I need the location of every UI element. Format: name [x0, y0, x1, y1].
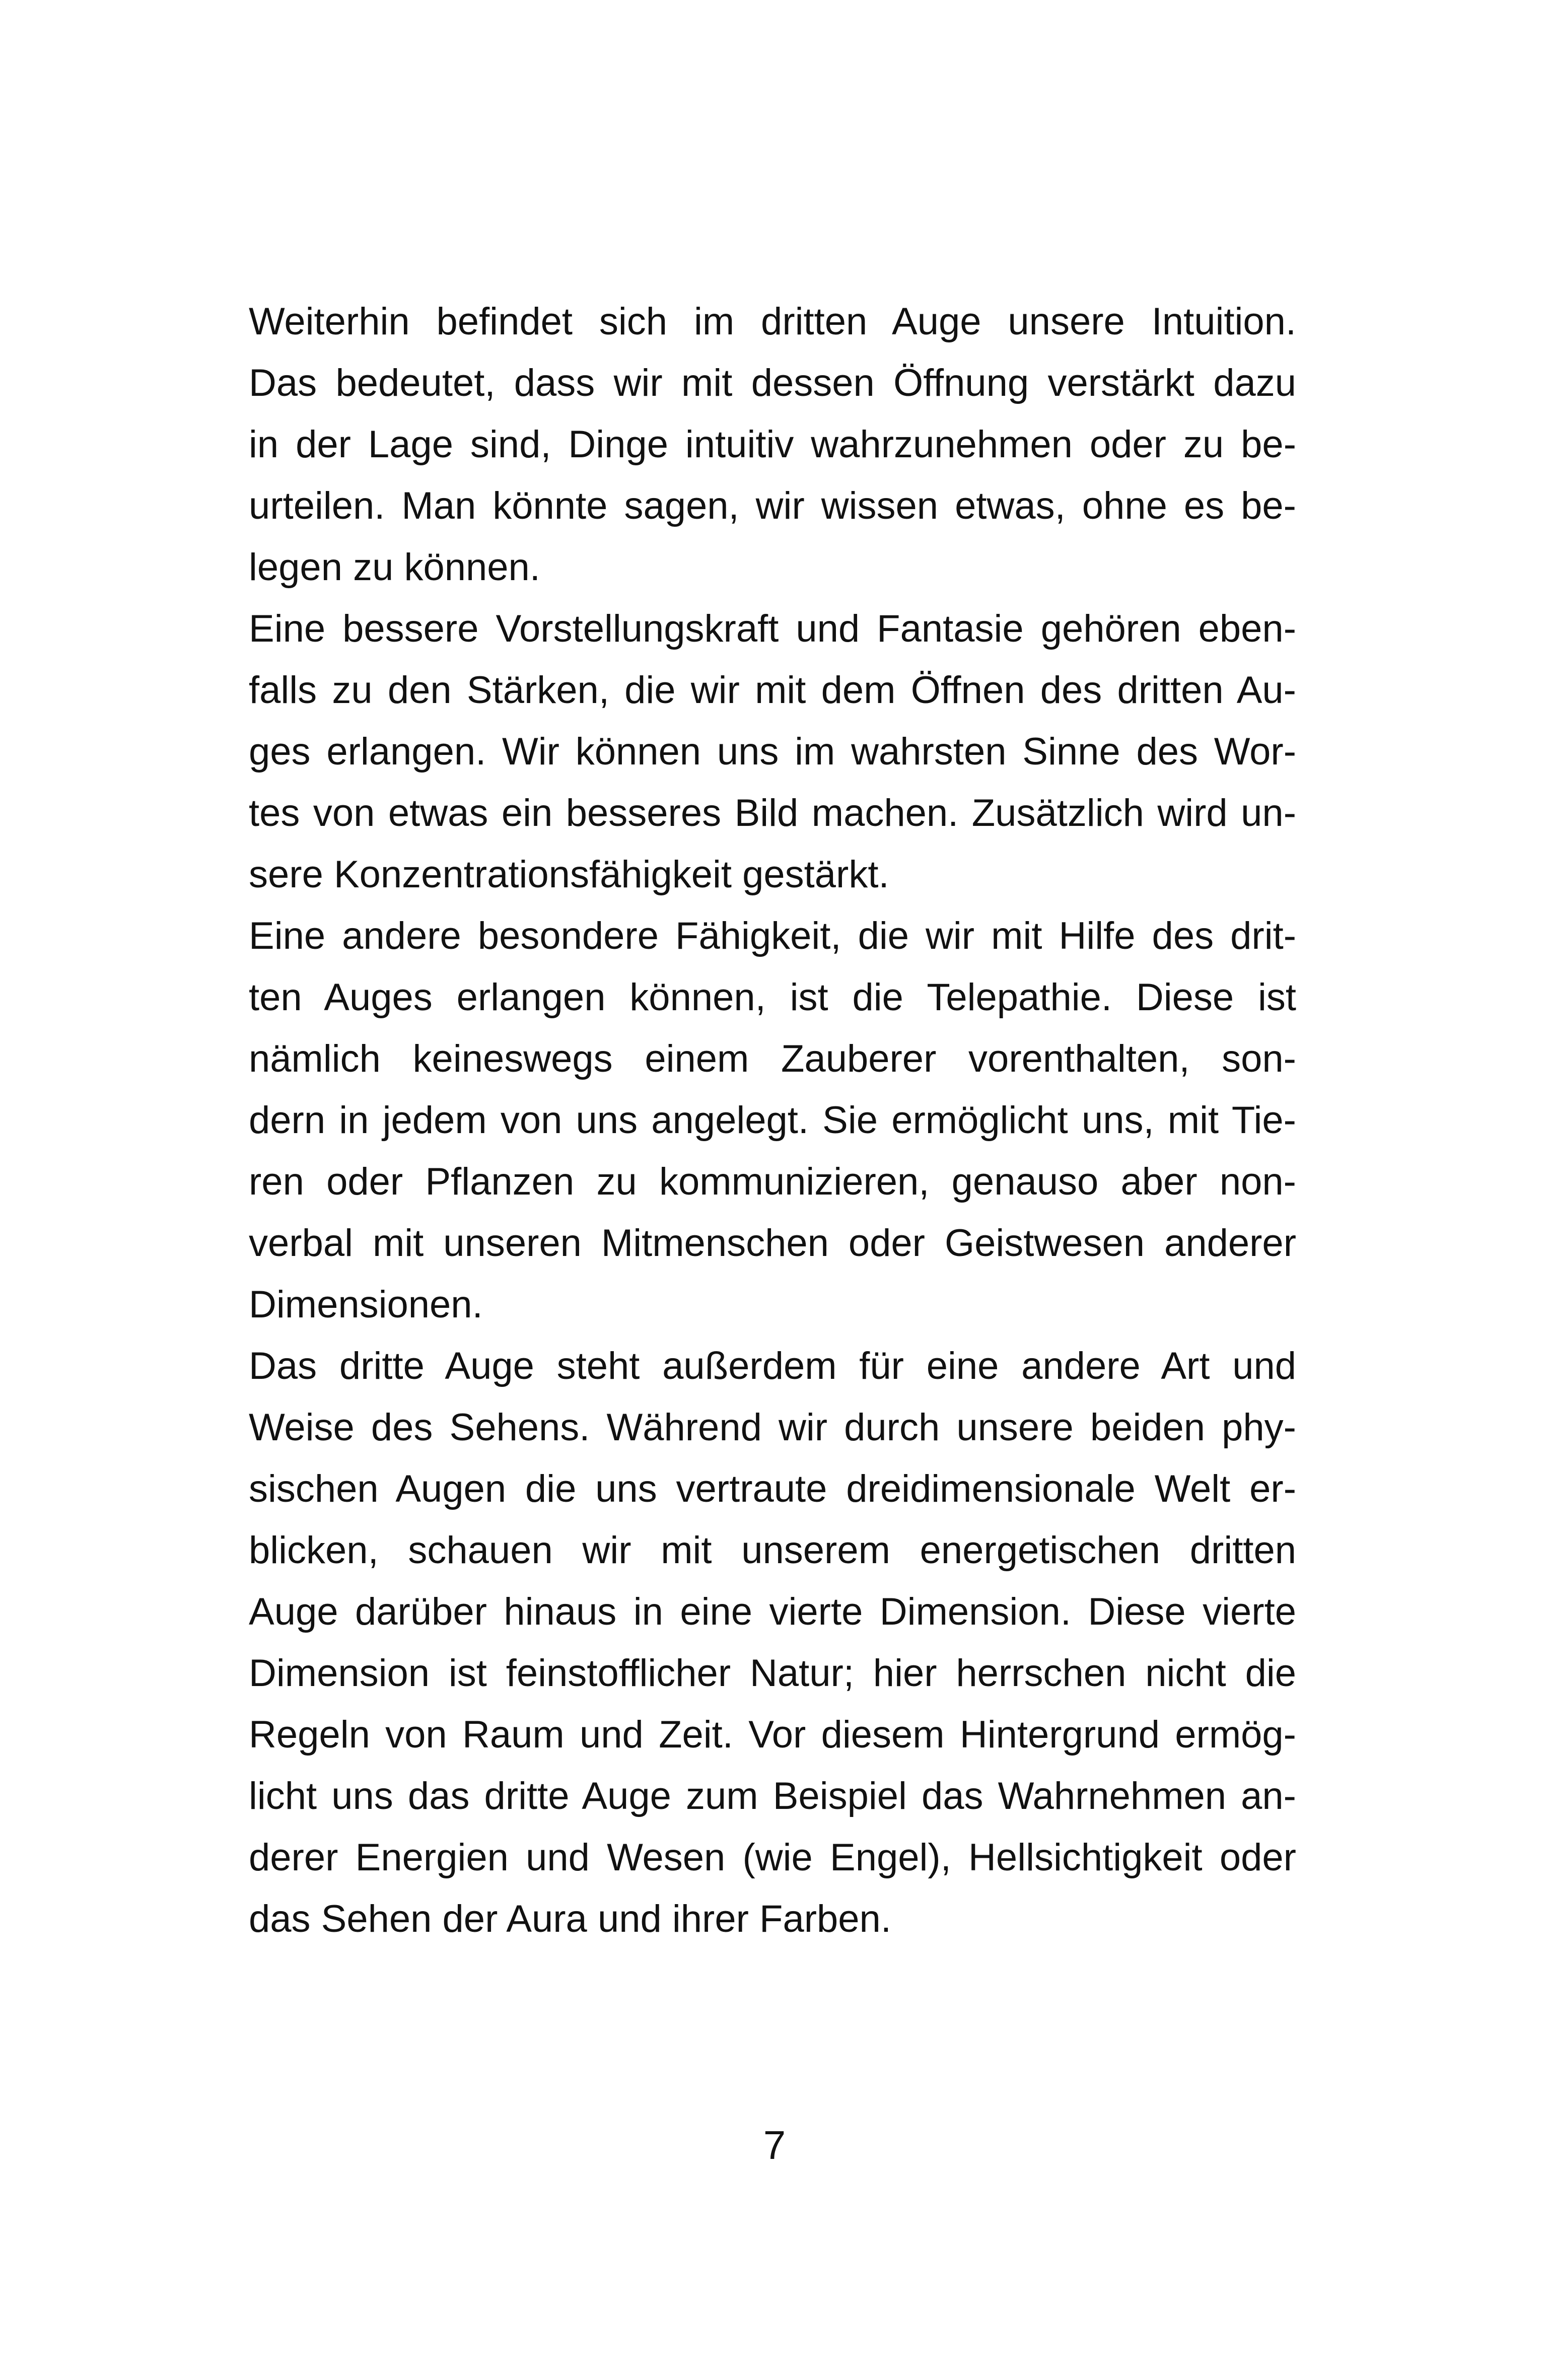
- text-line: ten Auges erlangen können, ist die Telepathie. Diese ist: [249, 976, 1296, 1019]
- text-line: das Sehen der Aura und ihrer Farben.: [249, 1898, 891, 1940]
- text-line: Dimensionen.: [249, 1283, 483, 1326]
- text-line: sere Konzentrationsfähigkeit gestärkt.: [249, 853, 889, 896]
- text-line: in der Lage sind, Dinge intuitiv wahrzunehmen oder zu be-: [249, 423, 1296, 466]
- text-line: Regeln von Raum und Zeit. Vor diesem Hintergrund ermög-: [249, 1713, 1296, 1756]
- text-line: Eine bessere Vorstellungskraft und Fantasie gehören eben-: [249, 607, 1296, 650]
- text-line: ren oder Pflanzen zu kommunizieren, genauso aber non-: [249, 1160, 1296, 1203]
- text-line: legen zu können.: [249, 546, 540, 589]
- text-line: derer Energien und Wesen (wie Engel), Hellsichtigkeit oder: [249, 1836, 1296, 1879]
- text-line: blicken, schauen wir mit unserem energetischen dritten: [249, 1529, 1296, 1572]
- text-line: sischen Augen die uns vertraute dreidimensionale Welt er-: [249, 1467, 1296, 1510]
- text-line: dern in jedem von uns angelegt. Sie ermöglicht uns, mit Tie-: [249, 1099, 1296, 1142]
- text-line: Weise des Sehens. Während wir durch unsere beiden phy-: [249, 1406, 1296, 1449]
- text-line: Weiterhin befindet sich im dritten Auge unsere Intuition.: [249, 300, 1296, 343]
- text-line: Dimension ist feinstofflicher Natur; hier herrschen nicht die: [249, 1652, 1296, 1695]
- text-line: urteilen. Man könnte sagen, wir wissen etwas, ohne es be-: [249, 484, 1296, 527]
- page-number: 7: [763, 2123, 786, 2167]
- body-text: [249, 291, 1296, 1950]
- text-line: Eine andere besondere Fähigkeit, die wir mit Hilfe des drit-: [249, 915, 1296, 957]
- text-line: falls zu den Stärken, die wir mit dem Öffnen des dritten Au-: [249, 669, 1296, 712]
- text-line: verbal mit unseren Mitmenschen oder Geistwesen anderer: [249, 1222, 1296, 1265]
- text-line: tes von etwas ein besseres Bild machen. Zusätzlich wird un-: [249, 792, 1296, 834]
- text-line: licht uns das dritte Auge zum Beispiel das Wahrnehmen an-: [249, 1775, 1296, 1817]
- text-line: Das dritte Auge steht außerdem für eine andere Art und: [249, 1345, 1296, 1387]
- text-line: Das bedeutet, dass wir mit dessen Öffnung verstärkt dazu: [249, 362, 1296, 404]
- text-line: ges erlangen. Wir können uns im wahrsten Sinne des Wor-: [249, 730, 1296, 773]
- text-line: nämlich keineswegs einem Zauberer vorenthalten, son-: [249, 1037, 1296, 1080]
- text-line: Auge darüber hinaus in eine vierte Dimension. Diese vierte: [249, 1590, 1296, 1633]
